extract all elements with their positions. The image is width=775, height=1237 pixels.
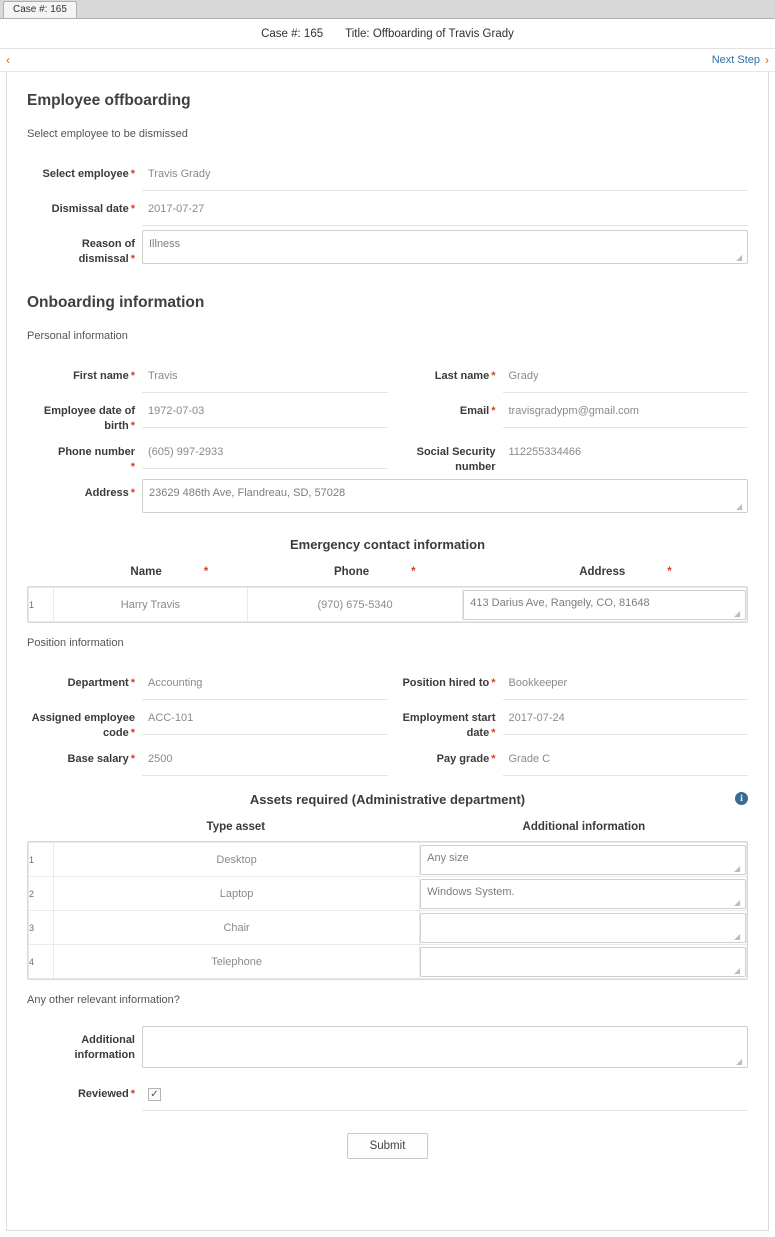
asset-type-cell[interactable]: Telephone <box>54 945 420 979</box>
personal-col-left-3 <box>27 434 388 475</box>
address-label: Address * <box>84 487 135 499</box>
select-employee-label: Select employee * <box>42 168 135 180</box>
case-title-label: Title: Offboarding of Travis Grady <box>345 27 514 40</box>
table-row <box>29 843 747 877</box>
row-number: 4 <box>29 945 54 979</box>
address-textarea[interactable] <box>142 479 748 513</box>
next-step-link[interactable]: Next Step <box>711 54 760 66</box>
dismissal-date-value[interactable]: 2017-07-27 <box>142 191 748 226</box>
emergency-contact-header-row <box>27 562 748 586</box>
next-step-icon[interactable]: › <box>765 53 769 67</box>
case-number-label: Case #: 165 <box>261 27 324 40</box>
field-phone-number <box>27 434 388 475</box>
assets-info-header: Additional information <box>522 821 646 833</box>
resize-grip-icon[interactable]: ◢ <box>736 1057 743 1066</box>
personal-col-right-2 <box>388 393 749 434</box>
emergency-address-header: Address * <box>579 566 672 578</box>
position-col-right-2 <box>388 700 749 741</box>
last-name-label: Last name * <box>434 370 496 382</box>
position-information-subtitle: Position information <box>27 637 124 649</box>
table-row <box>29 945 747 979</box>
position-row-3 <box>27 741 748 776</box>
employee-offboarding-heading: Employee offboarding <box>27 92 191 109</box>
browser-tab-bar <box>0 0 775 19</box>
social-security-number-value[interactable]: 112255334466 <box>508 446 582 458</box>
emergency-contact-table <box>27 562 748 586</box>
field-additional-information <box>27 1022 748 1076</box>
assigned-employee-code-value[interactable]: ACC-101 <box>142 700 388 735</box>
reason-of-dismissal-label: Reason of dismissal * <box>78 238 135 265</box>
base-salary-label: Base salary * <box>67 753 135 765</box>
email-label: Email * <box>459 405 496 417</box>
reason-of-dismissal-value: Illness <box>149 238 181 250</box>
row-number: 3 <box>29 911 54 945</box>
personal-row-1 <box>27 358 748 393</box>
personal-row-3 <box>27 434 748 475</box>
asset-info-cell[interactable] <box>420 911 747 945</box>
row-number: 1 <box>29 588 54 622</box>
position-hired-to-label: Position hired to * <box>402 677 496 689</box>
emergency-rownum-header <box>27 562 52 586</box>
asset-info-value: Any size <box>427 851 469 864</box>
department-value[interactable]: Accounting <box>142 665 388 700</box>
reason-of-dismissal-textarea[interactable] <box>142 230 748 264</box>
pay-grade-label: Pay grade * <box>436 753 496 765</box>
resize-grip-icon[interactable]: ◢ <box>736 502 743 511</box>
row-number: 1 <box>29 843 54 877</box>
resize-grip-icon[interactable]: ◢ <box>736 253 743 262</box>
field-position-hired-to <box>388 665 749 700</box>
table-row <box>29 911 747 945</box>
asset-type-cell[interactable]: Desktop <box>54 843 420 877</box>
personal-information-subtitle: Personal information <box>27 330 128 342</box>
pay-grade-value[interactable]: Grade C <box>503 741 749 776</box>
assets-type-header: Type asset <box>206 821 266 833</box>
select-employee-value[interactable]: Travis Grady <box>142 156 748 191</box>
onboarding-information-heading: Onboarding information <box>27 294 205 311</box>
dismissal-date-label: Dismissal date * <box>51 203 135 215</box>
position-col-left-3 <box>27 741 388 776</box>
case-header <box>0 19 775 49</box>
field-reviewed <box>27 1076 748 1111</box>
assets-table-header <box>27 817 748 841</box>
resize-grip-icon[interactable]: ◢ <box>734 608 741 618</box>
submit-area <box>27 1133 748 1159</box>
offboarding-subtitle: Select employee to be dismissed <box>27 128 188 140</box>
position-row-1 <box>27 665 748 700</box>
resize-grip-icon[interactable]: ◢ <box>734 931 741 941</box>
field-last-name <box>388 358 749 393</box>
asset-info-textarea[interactable] <box>420 845 746 875</box>
asset-info-textarea[interactable] <box>420 913 746 943</box>
department-label: Department * <box>67 677 135 689</box>
assigned-employee-code-label: Assigned employee code * <box>31 712 135 739</box>
reviewed-value[interactable] <box>142 1076 748 1111</box>
email-value[interactable]: travisgradypm@gmail.com <box>503 393 749 428</box>
date-of-birth-label: Employee date of birth * <box>43 405 135 432</box>
assets-grid <box>27 841 748 980</box>
field-dismissal-date <box>27 191 748 226</box>
field-address <box>27 475 748 521</box>
field-pay-grade <box>388 741 749 776</box>
info-icon[interactable]: i <box>735 792 748 805</box>
emergency-address-cell[interactable] <box>463 588 747 622</box>
field-social-security-number <box>388 434 749 475</box>
emergency-phone-header: Phone * <box>333 566 416 578</box>
field-base-salary <box>27 741 388 776</box>
emergency-address-value: 413 Darius Ave, Rangely, CO, 81648 <box>470 596 650 609</box>
other-information-subtitle: Any other relevant information? <box>27 994 180 1006</box>
emergency-address-textarea[interactable] <box>463 590 746 620</box>
phone-number-value[interactable]: (605) 997-2933 <box>142 434 388 469</box>
asset-info-cell[interactable] <box>420 877 747 911</box>
table-row <box>29 877 747 911</box>
field-select-employee <box>27 156 748 191</box>
emergency-contact-rows <box>28 587 747 622</box>
date-of-birth-value[interactable]: 1972-07-03 <box>142 393 388 428</box>
form-container <box>6 72 769 1231</box>
asset-info-textarea[interactable] <box>420 879 746 909</box>
emergency-contact-heading: Emergency contact information <box>289 537 486 552</box>
first-name-value[interactable]: Travis <box>142 358 388 393</box>
field-assigned-employee-code <box>27 700 388 741</box>
tab-case-165[interactable]: Case #: 165 <box>3 1 77 18</box>
reviewed-checkbox[interactable]: ✓ <box>148 1088 161 1101</box>
asset-info-textarea[interactable] <box>420 947 746 977</box>
position-hired-to-value[interactable]: Bookkeeper <box>503 665 749 700</box>
position-col-left-2 <box>27 700 388 741</box>
asset-info-value: Windows System. <box>427 885 515 898</box>
field-date-of-birth <box>27 393 388 434</box>
assets-rownum-header <box>27 817 52 841</box>
reviewed-label: Reviewed * <box>77 1088 135 1100</box>
address-value: 23629 486th Ave, Flandreau, SD, 57028 <box>149 487 346 499</box>
social-security-number-label: Social Security number <box>416 446 496 473</box>
emergency-name-header: Name * <box>130 566 209 578</box>
field-email <box>388 393 749 428</box>
field-reason-of-dismissal <box>27 226 748 272</box>
first-name-label: First name * <box>73 370 135 382</box>
employment-start-date-label: Employment start date * <box>402 712 496 739</box>
row-number: 2 <box>29 877 54 911</box>
position-col-right-3 <box>388 741 749 776</box>
asset-info-cell[interactable] <box>420 945 747 979</box>
next-step-group[interactable] <box>712 54 769 66</box>
table-row <box>29 588 747 622</box>
assets-rows <box>28 842 747 979</box>
additional-information-label: Additional information <box>74 1034 135 1061</box>
additional-information-textarea[interactable] <box>142 1026 748 1068</box>
resize-grip-icon[interactable]: ◢ <box>734 863 741 873</box>
asset-type-cell[interactable]: Laptop <box>54 877 420 911</box>
previous-step-icon[interactable]: ‹ <box>6 53 10 67</box>
resize-grip-icon[interactable]: ◢ <box>734 965 741 975</box>
personal-col-left-1 <box>27 358 388 393</box>
base-salary-value[interactable]: 2500 <box>142 741 388 776</box>
position-col-right-1 <box>388 665 749 700</box>
personal-col-left-2 <box>27 393 388 434</box>
position-col-left-1 <box>27 665 388 700</box>
field-department <box>27 665 388 700</box>
employment-start-date-value[interactable]: 2017-07-24 <box>503 700 749 735</box>
personal-col-right-1 <box>388 358 749 393</box>
assets-required-heading: Assets required (Administrative department) <box>249 792 526 807</box>
step-navigation-bar <box>0 49 775 72</box>
phone-number-label: Phone number * <box>57 446 135 473</box>
personal-row-2 <box>27 393 748 434</box>
position-row-2 <box>27 700 748 741</box>
last-name-value[interactable]: Grady <box>503 358 749 393</box>
field-employment-start-date <box>388 700 749 741</box>
emergency-contact-grid <box>27 586 748 623</box>
assets-required-heading-wrap <box>27 792 748 807</box>
submit-button[interactable]: Submit <box>347 1133 429 1159</box>
field-first-name <box>27 358 388 393</box>
emergency-name-cell[interactable]: Harry Travis <box>54 588 248 622</box>
asset-info-cell[interactable] <box>420 843 747 877</box>
personal-col-right-3 <box>388 434 749 475</box>
resize-grip-icon[interactable]: ◢ <box>734 897 741 907</box>
emergency-phone-cell[interactable]: (970) 675-5340 <box>247 588 462 622</box>
assets-header-row <box>27 817 748 841</box>
asset-type-cell[interactable]: Chair <box>54 911 420 945</box>
